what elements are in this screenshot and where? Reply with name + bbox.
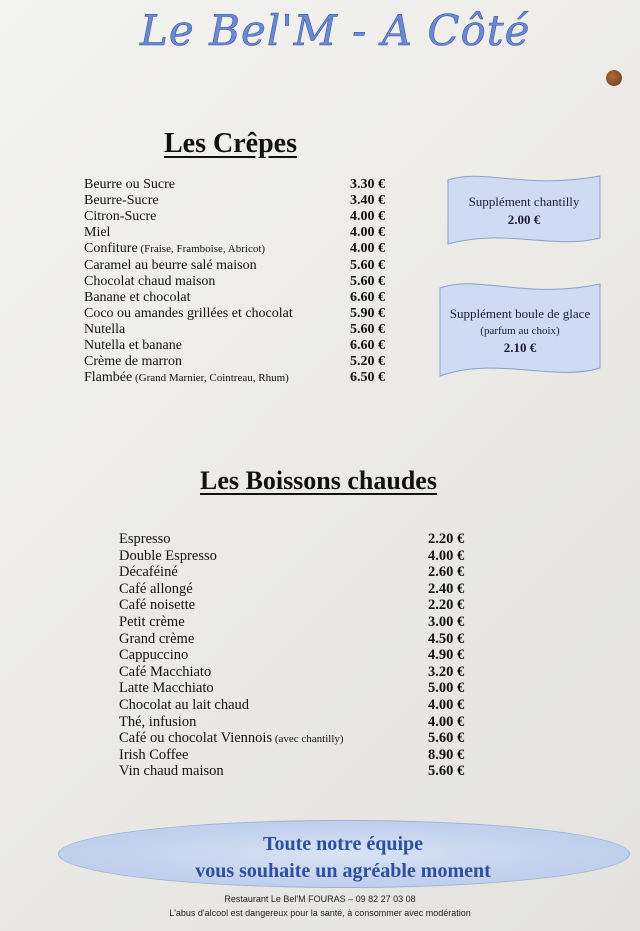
item-price: 6.50 € bbox=[350, 370, 385, 386]
item-name: Chocolat chaud maison bbox=[84, 273, 216, 289]
item-price: 4.00 € bbox=[428, 697, 465, 713]
supplement-title: Supplément chantilly bbox=[468, 194, 580, 209]
item-price: 5.60 € bbox=[350, 257, 385, 273]
item-note: (Grand Marnier, Cointreau, Rhum) bbox=[132, 372, 289, 385]
alcohol-warning: L'abus d'alcool est dangereux pour la santé, à consommer avec modération bbox=[169, 908, 471, 918]
item-price: 5.60 € bbox=[350, 321, 385, 337]
contact-line: Restaurant Le Bel'M FOURAS – 09 82 27 03 08 bbox=[224, 894, 416, 904]
item-name: Chocolat au lait chaud bbox=[119, 697, 250, 713]
item-price: 4.00 € bbox=[428, 547, 465, 564]
item-name: Banane et chocolat bbox=[84, 289, 191, 305]
item-name: Beurre-Sucre bbox=[84, 193, 159, 209]
item-price: 5.60 € bbox=[428, 763, 465, 780]
item-name: Coco ou amandes grillées et chocolat bbox=[84, 305, 293, 321]
item-price: 4.00 € bbox=[350, 225, 385, 241]
item-name: Irish Coffee bbox=[119, 746, 189, 763]
item-price: 2.20 € bbox=[428, 531, 465, 547]
item-name: Espresso bbox=[119, 531, 171, 547]
item-name: Latte Macchiato bbox=[119, 680, 214, 697]
item-price: 6.60 € bbox=[350, 338, 385, 353]
item-name: Beurre ou Sucre bbox=[84, 177, 175, 192]
item-name: Décaféiné bbox=[119, 564, 178, 581]
item-name: Citron-Sucre bbox=[84, 209, 157, 225]
item-price: 8.90 € bbox=[428, 746, 465, 763]
item-price: 5.90 € bbox=[350, 305, 385, 321]
supplement-price: 2.10 € bbox=[503, 340, 537, 355]
punch-hole bbox=[606, 70, 622, 86]
item-name: Nutella et banane bbox=[84, 338, 182, 353]
item-price: 2.20 € bbox=[428, 597, 465, 614]
item-name: Miel bbox=[84, 225, 111, 241]
item-price: 3.40 € bbox=[350, 193, 385, 209]
supplement-chantilly-banner bbox=[444, 172, 604, 248]
item-name: Confiture (Fraise, Framboise, Abricot) bbox=[84, 241, 266, 257]
boissons-title: Les Boissons chaudes bbox=[200, 466, 437, 495]
item-name: Double Espresso bbox=[119, 547, 217, 564]
slogan-line-1: Toute notre équipe bbox=[262, 833, 424, 855]
item-note: (Fraise, Framboise, Abricot) bbox=[137, 243, 266, 256]
supplement-glace-banner bbox=[436, 278, 604, 380]
item-name: Café allongé bbox=[119, 580, 193, 597]
item-name: Grand crème bbox=[119, 630, 195, 647]
item-price: 2.40 € bbox=[428, 580, 465, 597]
item-price: 4.90 € bbox=[428, 647, 465, 664]
item-name: Nutella bbox=[84, 321, 126, 337]
item-price: 4.00 € bbox=[350, 209, 385, 225]
supplement-note: (parfum au choix) bbox=[480, 325, 560, 337]
item-name: Café noisette bbox=[119, 597, 196, 614]
item-price: 5.20 € bbox=[350, 354, 385, 370]
item-price: 4.00 € bbox=[350, 241, 385, 257]
item-name: Crème de marron bbox=[84, 354, 182, 370]
item-name: Café ou chocolat Viennois (avec chantilly) bbox=[119, 730, 344, 747]
item-price: 4.50 € bbox=[428, 630, 465, 647]
item-name: Caramel au beurre salé maison bbox=[84, 257, 257, 273]
item-price: 5.00 € bbox=[428, 680, 465, 697]
crepes-title: Les Crêpes bbox=[164, 128, 297, 159]
item-name: Café Macchiato bbox=[119, 663, 212, 680]
item-name: Petit crème bbox=[119, 614, 185, 630]
item-name: Cappuccino bbox=[119, 647, 189, 664]
item-price: 2.60 € bbox=[428, 564, 465, 581]
supplement-title: Supplément boule de glace bbox=[449, 306, 591, 321]
brand-title: Le Bel'M - A Côté bbox=[140, 6, 531, 55]
item-price: 4.00 € bbox=[428, 713, 465, 730]
item-price: 3.30 € bbox=[350, 177, 385, 192]
item-price: 3.20 € bbox=[428, 663, 465, 680]
item-note: (avec chantilly) bbox=[272, 733, 344, 746]
item-name: Vin chaud maison bbox=[119, 763, 224, 780]
item-name: Flambée (Grand Marnier, Cointreau, Rhum) bbox=[84, 370, 289, 386]
supplement-price: 2.00 € bbox=[507, 212, 541, 227]
slogan-line-2: vous souhaite un agréable moment bbox=[195, 860, 491, 882]
item-price: 3.00 € bbox=[428, 614, 465, 630]
item-name: Thé, infusion bbox=[119, 713, 197, 730]
item-price: 6.60 € bbox=[350, 289, 385, 305]
item-price: 5.60 € bbox=[350, 273, 385, 289]
item-price: 5.60 € bbox=[428, 730, 465, 747]
